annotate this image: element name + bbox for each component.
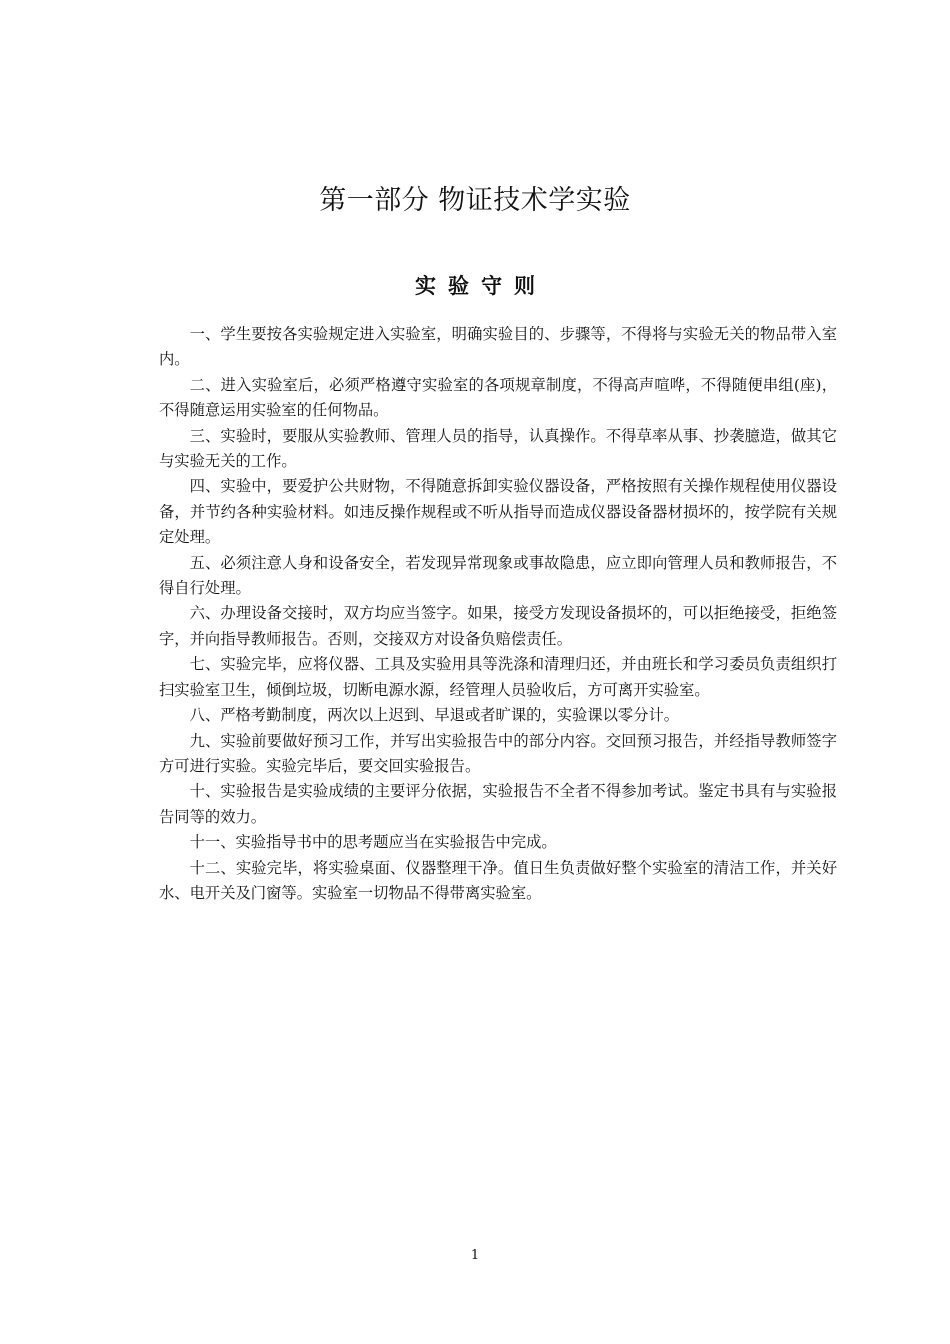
rule-item: 五、必须注意人身和设备安全，若发现异常现象或事故隐患，应立即向管理人员和教师报告，不得自行处理。: [159, 553, 837, 598]
rules-list: [159, 322, 837, 906]
rule-item: 六、办理设备交接时，双方均应当签字。如果，接受方发现设备损坏的，可以拒绝接受，拒绝签字，并向指导教师报告。否则，交接双方对设备负赔偿责任。: [159, 604, 837, 648]
rule-item: 十一、实验指导书中的思考题应当在实验报告中完成。: [189, 833, 557, 852]
rule-item: 八、严格考勤制度，两次以上迟到、早退或者旷课的，实验课以零分计。: [189, 706, 680, 725]
rule-item: 一、学生要按各实验规定进入实验室，明确实验目的、步骤等，不得将与实验无关的物品带入室内。: [159, 325, 837, 369]
page-title: 第一部分 物证技术学实验: [319, 185, 631, 216]
rule-item: 十、实验报告是实验成绩的主要评分依据，实验报告不全者不得参加考试。鉴定书具有与实验报告同等的效力。: [159, 782, 837, 826]
rule-item: 四、实验中，要爱护公共财物，不得随意拆卸实验仪器设备，严格按照有关操作规程使用仪器设备，并节约各种实验材料。如违反操作规程或不听从指导而造成仪器设备器材损坏的，按学院有关规定处理。: [159, 477, 837, 547]
rule-item: 十二、实验完毕，将实验桌面、仪器整理干净。值日生负责做好整个实验室的清洁工作，并关好水、电开关及门窗等。实验室一切物品不得带离实验室。: [159, 858, 837, 902]
rule-item: 九、实验前要做好预习工作，并写出实验报告中的部分内容。交回预习报告，并经指导教师签字方可进行实验。实验完毕后，要交回实验报告。: [159, 731, 837, 775]
rule-item: 三、实验时，要服从实验教师、管理人员的指导，认真操作。不得草率从事、抄袭臆造，做其它与实验无关的工作。: [159, 426, 837, 471]
rule-item: 二、进入实验室后，必须严格遵守实验室的各项规章制度，不得高声喧哗，不得随便串组(座)，不得随意运用实验室的任何物品。: [159, 375, 837, 420]
section-title: 实验守则: [415, 274, 547, 298]
rule-item: 七、实验完毕，应将仪器、工具及实验用具等洗涤和清理归还，并由班长和学习委员负责组织打扫实验室卫生，倾倒垃圾，切断电源水源，经管理人员验收后，方可离开实验室。: [159, 655, 837, 699]
page-number: 1: [470, 1248, 480, 1263]
